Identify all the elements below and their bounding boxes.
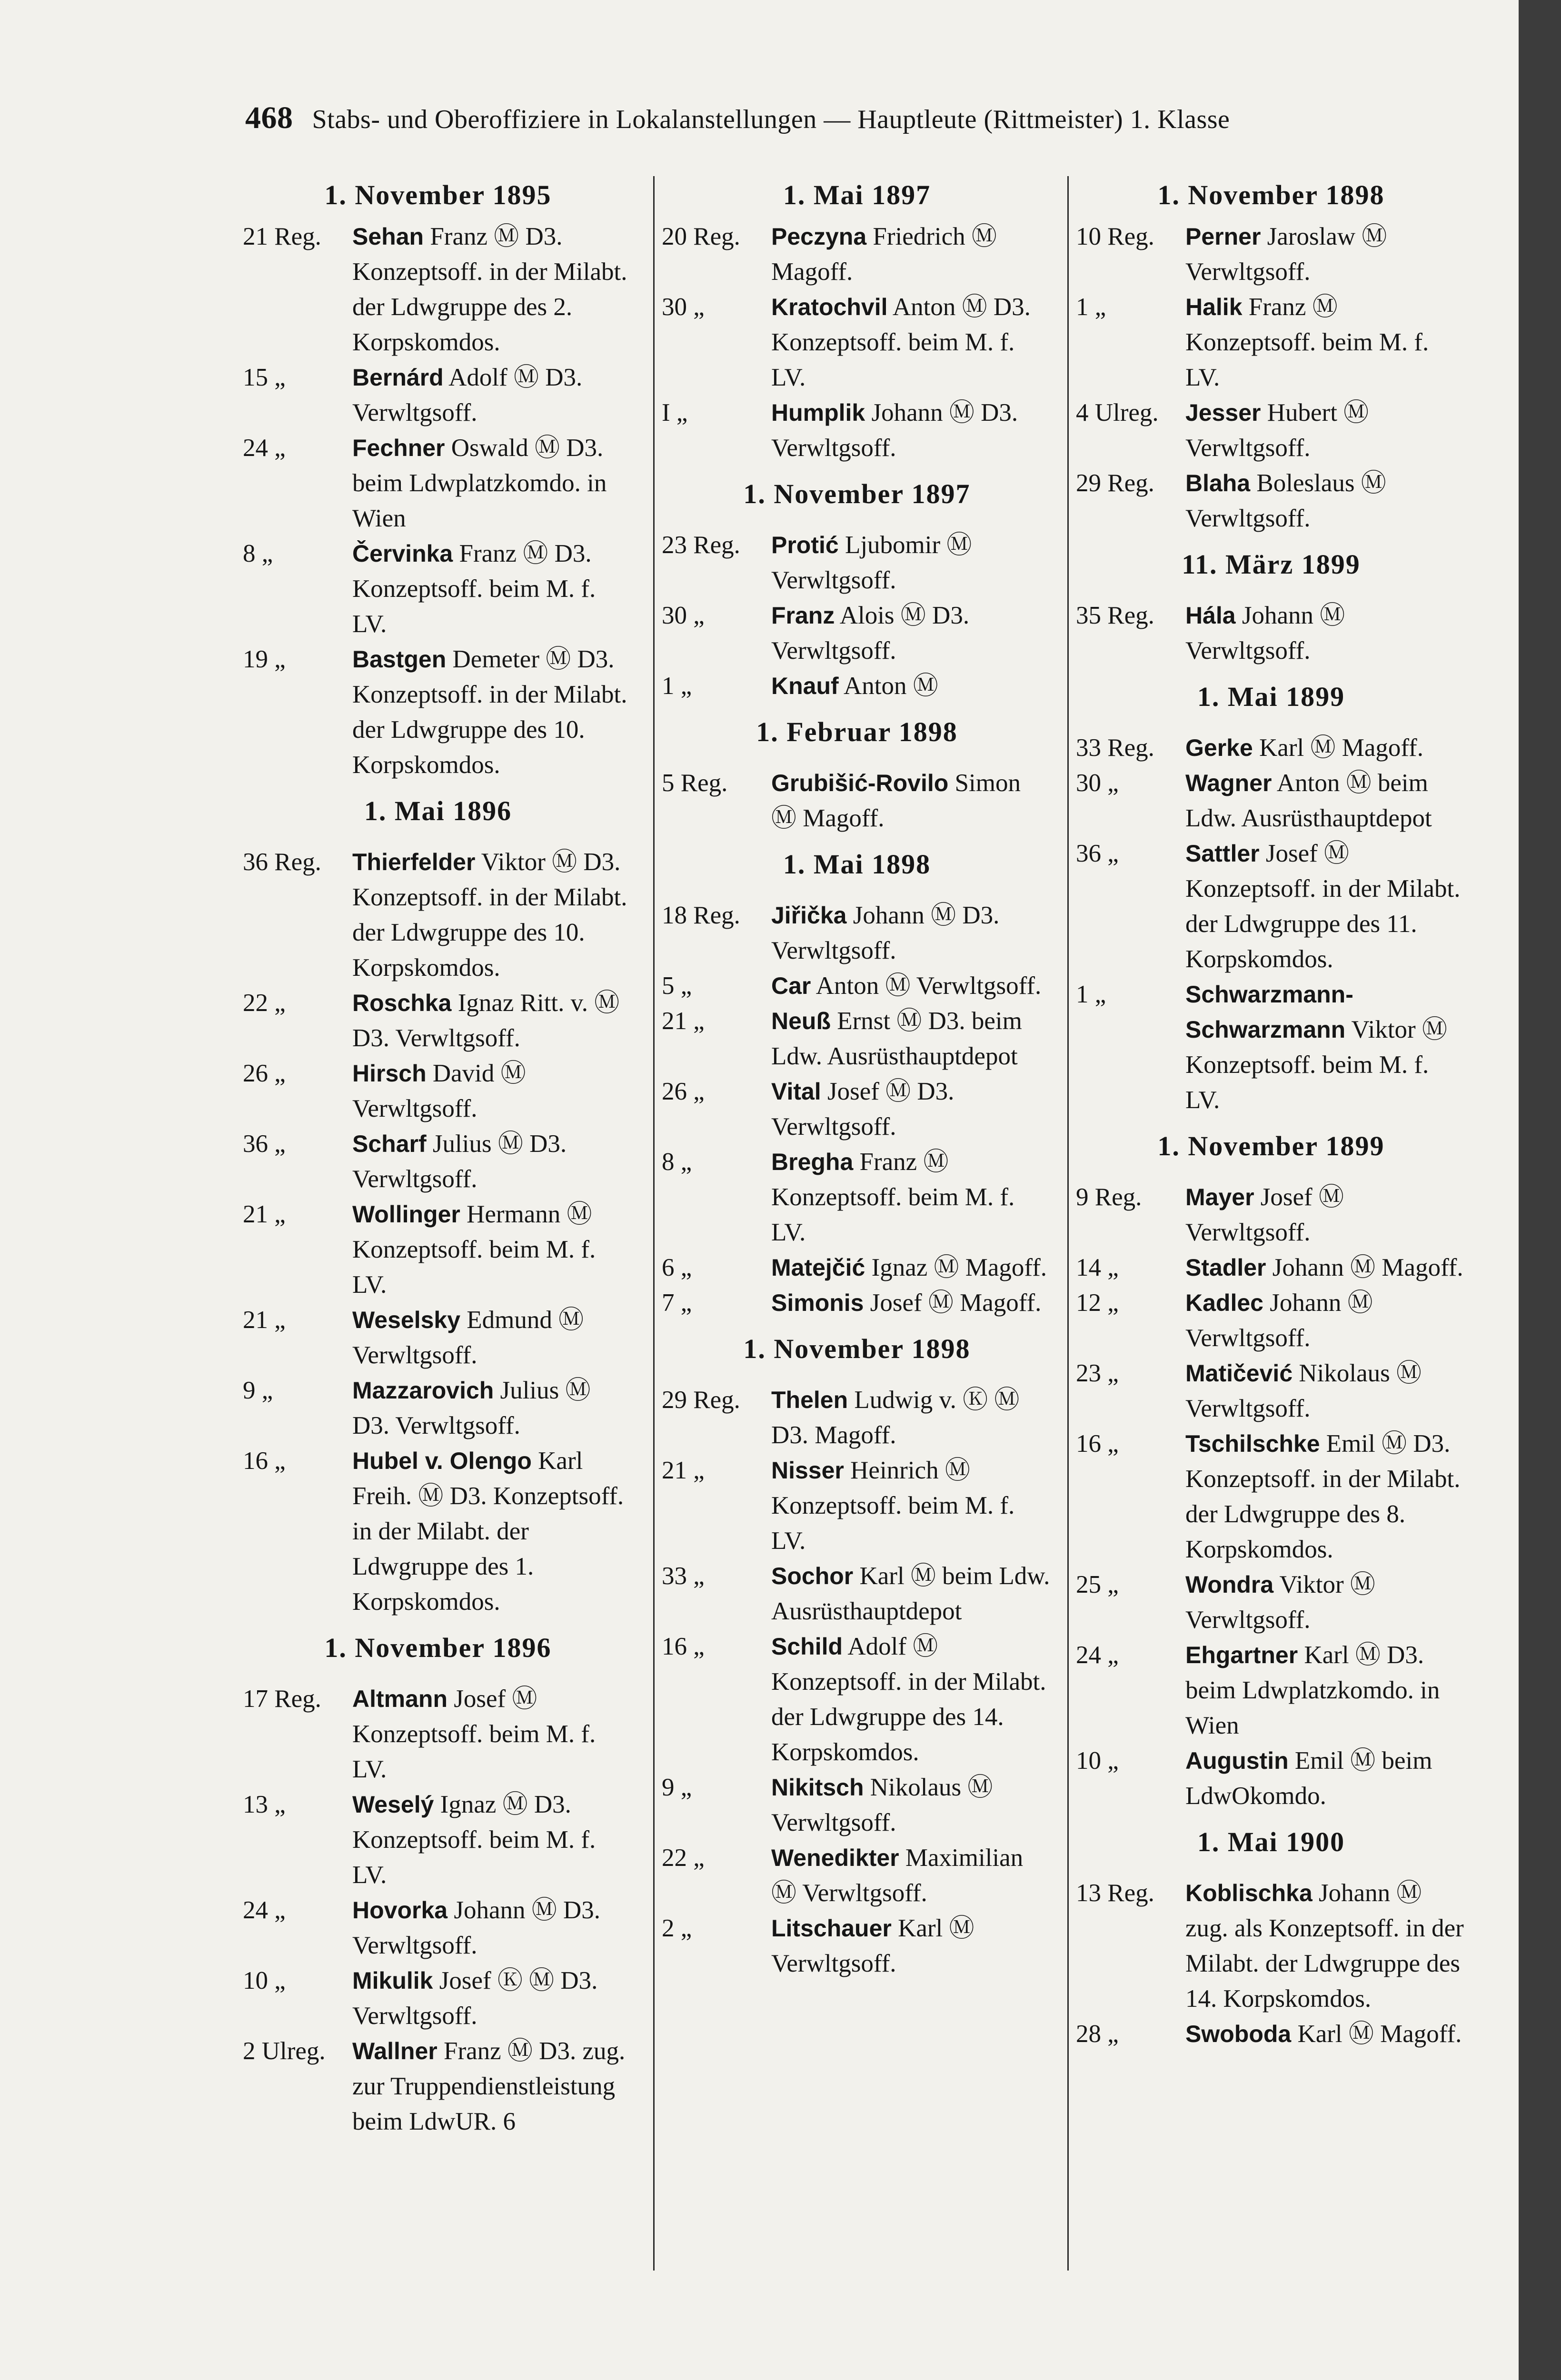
officer-entry <box>243 1787 633 1893</box>
officer-details: Julius Ⓜ D3. Verwltgsoff. <box>352 1377 591 1439</box>
section-date-heading: 1. Mai 1897 <box>783 179 931 210</box>
officer-surname: Wenedikter <box>771 1844 899 1871</box>
date-section <box>1076 1814 1466 2052</box>
officer-entry <box>243 2033 633 2139</box>
unit-rank: 36 „ <box>1076 840 1119 867</box>
section-date-heading: 1. November 1897 <box>743 478 971 509</box>
officer-surname: Wollinger <box>352 1201 460 1228</box>
unit-rank: 29 Reg. <box>1076 469 1154 497</box>
officer-surname: Litschauer <box>771 1915 892 1942</box>
officer-entry <box>243 1373 633 1443</box>
officer-entry <box>1076 1426 1466 1567</box>
unit-rank: 25 „ <box>1076 1571 1119 1598</box>
officer-details: Karl Freih. Ⓜ D3. Konzeptsoff. in der Milabt. der Ldwgruppe des 1. Korpskomdos. <box>352 1447 624 1616</box>
officer-surname: Hirsch <box>352 1060 427 1087</box>
officer-entry <box>1076 219 1466 289</box>
officer-details: Ignaz Ritt. v. Ⓜ D3. Verwltgsoff. <box>352 989 620 1052</box>
officer-details: Simon Ⓜ Magoff. <box>771 769 1021 832</box>
officer-surname: Bregha <box>771 1149 854 1175</box>
unit-rank: 21 „ <box>243 1200 286 1228</box>
officer-details: Franz Ⓜ Konzeptsoff. beim M. f. LV. <box>1185 293 1429 391</box>
officer-details: Ljubomir Ⓜ Verwltgsoff. <box>771 531 972 594</box>
officer-entry <box>243 1197 633 1302</box>
unit-rank: 33 Reg. <box>1076 734 1154 762</box>
page-number: 468 <box>245 100 293 135</box>
officer-details: Ignaz Ⓜ D3. Konzeptsoff. beim M. f. LV. <box>352 1791 596 1889</box>
header-title: Stabs- und Oberoffiziere in Lokalanstellungen — Hauptleute (Rittmeister) 1. Klasse <box>312 105 1230 134</box>
unit-rank: 16 „ <box>1076 1430 1119 1458</box>
officer-details: Josef Ⓚ Ⓜ D3. Verwltgsoff. <box>352 1967 598 2030</box>
section-date-heading: 1. Mai 1900 <box>1197 1826 1345 1857</box>
unit-rank: 36 Reg. <box>243 848 321 876</box>
officer-details: Adolf Ⓜ Konzeptsoff. in der Milabt. der Ldwgruppe des 14. Korpskomdos. <box>771 1633 1046 1766</box>
unit-rank: 19 „ <box>243 645 286 673</box>
officer-entry <box>662 765 1052 836</box>
unit-rank: 13 „ <box>243 1791 286 1818</box>
officer-surname: Humplik <box>771 399 865 426</box>
officer-details: David Ⓜ Verwltgsoff. <box>352 1060 526 1122</box>
officer-details: Franz Ⓜ D3. Konzeptsoff. beim M. f. LV. <box>352 540 596 638</box>
section-date-heading: 1. November 1895 <box>324 179 552 210</box>
officer-entry <box>662 1453 1052 1558</box>
date-section <box>243 1619 633 2139</box>
officer-surname: Roschka <box>352 990 452 1016</box>
unit-rank: 7 „ <box>662 1289 692 1317</box>
section-date-heading: 1. November 1898 <box>743 1333 971 1364</box>
officer-surname: Červinka <box>352 540 453 567</box>
officer-details: Friedrich Ⓜ Magoff. <box>771 223 997 286</box>
officer-surname: Wagner <box>1185 770 1272 796</box>
officer-details: Johann Ⓜ D3. Verwltgsoff. <box>352 1896 601 1959</box>
officer-surname: Scharf <box>352 1130 427 1157</box>
officer-entry <box>662 1003 1052 1074</box>
unit-rank: 1 „ <box>1076 981 1106 1008</box>
officer-surname: Weselsky <box>352 1307 461 1333</box>
officer-entry <box>1076 1356 1466 1426</box>
officer-surname: Matejčić <box>771 1254 865 1281</box>
officer-details: Karl Ⓜ Verwltgsoff. <box>771 1914 974 1977</box>
officer-surname: Fechner <box>352 435 445 461</box>
column-3 <box>1076 176 1466 2052</box>
officer-surname: Knauf <box>771 673 839 699</box>
officer-surname: Tschilschke <box>1185 1430 1320 1457</box>
officer-surname: Nisser <box>771 1457 844 1484</box>
officer-details: Karl Ⓜ D3. beim Ldwplatzkomdo. in Wien <box>1185 1641 1440 1739</box>
unit-rank: 20 Reg. <box>662 223 740 250</box>
officer-entry <box>1076 598 1466 668</box>
date-section <box>243 176 633 783</box>
officer-details: Emil Ⓜ D3. Konzeptsoff. in der Milabt. der Ldwgruppe des 8. Korpskomdos. <box>1185 1430 1461 1563</box>
date-section <box>662 836 1052 1320</box>
officer-surname: Neuß <box>771 1008 831 1034</box>
officer-surname: Matičević <box>1185 1360 1293 1387</box>
officer-surname: Schwarzmann-Schwarzmann <box>1185 981 1353 1043</box>
officer-entry <box>1076 1180 1466 1250</box>
unit-rank: 26 „ <box>243 1060 286 1087</box>
unit-rank: 21 „ <box>662 1007 705 1035</box>
running-header <box>245 100 1230 136</box>
officer-details: Hubert Ⓜ Verwltgsoff. <box>1185 399 1369 462</box>
officer-entry <box>1076 1637 1466 1743</box>
officer-entry <box>1076 395 1466 466</box>
date-section <box>662 704 1052 836</box>
section-date-heading: 11. März 1899 <box>1182 549 1361 580</box>
officer-surname: Kadlec <box>1185 1289 1263 1316</box>
unit-rank: 33 „ <box>662 1562 705 1590</box>
officer-entry <box>1076 977 1466 1118</box>
officer-details: Josef Ⓜ Konzeptsoff. in der Milabt. der Ldwgruppe des 11. Korpskomdos. <box>1185 840 1461 973</box>
officer-details: Josef Ⓜ Magoff. <box>870 1289 1042 1317</box>
section-date-heading: 1. Mai 1899 <box>1197 681 1345 712</box>
officer-entry <box>662 898 1052 968</box>
officer-entry <box>243 1443 633 1619</box>
unit-rank: 21 „ <box>662 1457 705 1484</box>
officer-details: Nikolaus Ⓜ Verwltgsoff. <box>1185 1359 1422 1422</box>
officer-entry <box>1076 2016 1466 2052</box>
officer-details: Ignaz Ⓜ Magoff. <box>871 1254 1047 1281</box>
officer-surname: Mikulik <box>352 1967 433 1994</box>
officer-details: Johann Ⓜ D3. Verwltgsoff. <box>771 902 1000 964</box>
section-date-heading: 1. November 1896 <box>324 1632 552 1663</box>
section-date-heading: 1. Mai 1896 <box>364 795 512 826</box>
officer-details: Viktor Ⓜ D3. Konzeptsoff. in der Milabt. der Ldwgruppe des 10. Korpskomdos. <box>352 848 627 982</box>
unit-rank: 8 „ <box>662 1148 692 1176</box>
officer-details: Oswald Ⓜ D3. beim Ldwplatzkomdo. in Wien <box>352 434 607 532</box>
officer-entry <box>1076 1743 1466 1814</box>
officer-entry <box>662 395 1052 466</box>
officer-details: Anton Ⓜ D3. Konzeptsoff. beim M. f. LV. <box>771 293 1031 391</box>
officer-surname: Jiřička <box>771 902 847 929</box>
unit-rank: 5 „ <box>662 972 692 1000</box>
officer-surname: Nikitsch <box>771 1774 864 1801</box>
officer-surname: Koblischka <box>1185 1880 1312 1906</box>
date-section <box>1076 536 1466 668</box>
officer-details: Boleslaus Ⓜ Verwltgsoff. <box>1185 469 1386 532</box>
officer-details: Maximilian Ⓜ Verwltgsoff. <box>771 1844 1024 1907</box>
officer-details: Josef Ⓜ Verwltgsoff. <box>1185 1183 1344 1246</box>
unit-rank: 24 „ <box>243 1896 286 1924</box>
officer-details: Julius Ⓜ D3. Verwltgsoff. <box>352 1130 567 1193</box>
unit-rank: 22 „ <box>662 1844 705 1872</box>
officer-surname: Schild <box>771 1633 843 1660</box>
date-section <box>243 783 633 1619</box>
officer-surname: Jesser <box>1185 399 1261 426</box>
officer-surname: Thelen <box>771 1387 848 1413</box>
unit-rank: 23 „ <box>1076 1359 1119 1387</box>
unit-rank: 30 „ <box>662 602 705 629</box>
officer-details: Anton Ⓜ Verwltgsoff. <box>815 972 1042 1000</box>
officer-details: Franz Ⓜ D3. Konzeptsoff. in der Milabt. der Ldwgruppe des 2. Korpskomdos. <box>352 223 627 356</box>
officer-entry <box>662 527 1052 598</box>
officer-surname: Peczyna <box>771 223 867 250</box>
officer-entry <box>1076 1875 1466 2016</box>
unit-rank: 16 „ <box>243 1447 286 1475</box>
officer-details: Viktor Ⓜ Verwltgsoff. <box>1185 1571 1375 1634</box>
unit-rank: 35 Reg. <box>1076 602 1154 629</box>
officer-entry <box>243 1126 633 1197</box>
officer-entry <box>243 1056 633 1126</box>
unit-rank: 22 „ <box>243 989 286 1017</box>
officer-details: Josef Ⓜ D3. Verwltgsoff. <box>771 1078 954 1140</box>
officer-entry <box>662 1911 1052 1981</box>
section-date-heading: 1. November 1899 <box>1157 1130 1385 1161</box>
officer-surname: Hála <box>1185 602 1236 629</box>
officer-entry <box>243 1302 633 1373</box>
unit-rank: I „ <box>662 399 688 426</box>
officer-surname: Augustin <box>1185 1747 1289 1774</box>
officer-surname: Sehan <box>352 223 424 250</box>
unit-rank: 36 „ <box>243 1130 286 1158</box>
date-section <box>1076 1118 1466 1814</box>
officer-surname: Protić <box>771 532 839 558</box>
officer-entry <box>243 844 633 985</box>
officer-surname: Wondra <box>1185 1571 1274 1598</box>
officer-surname: Ehgartner <box>1185 1642 1298 1668</box>
officer-details: Alois Ⓜ D3. Verwltgsoff. <box>771 602 970 664</box>
unit-rank: 1 „ <box>662 672 692 700</box>
officer-surname: Halik <box>1185 294 1243 320</box>
unit-rank: 26 „ <box>662 1078 705 1105</box>
officer-details: Heinrich Ⓜ Konzeptsoff. beim M. f. LV. <box>771 1457 1015 1555</box>
officer-details: Anton Ⓜ <box>843 672 938 700</box>
officer-surname: Mazzarovich <box>352 1377 494 1404</box>
unit-rank: 9 „ <box>662 1774 692 1801</box>
officer-surname: Hovorka <box>352 1897 448 1924</box>
column-2 <box>662 176 1052 1981</box>
date-section <box>1076 176 1466 536</box>
officer-entry <box>662 1250 1052 1285</box>
officer-entry <box>243 1893 633 1963</box>
officer-entry <box>243 642 633 783</box>
officer-details: Edmund Ⓜ Verwltgsoff. <box>352 1306 584 1369</box>
officer-entry <box>1076 1250 1466 1285</box>
officer-entry <box>662 668 1052 704</box>
officer-surname: Simonis <box>771 1289 864 1316</box>
officer-entry <box>243 536 633 642</box>
officer-details: Ludwig v. Ⓚ Ⓜ D3. Magoff. <box>771 1386 1020 1449</box>
unit-rank: 28 „ <box>1076 2020 1119 2048</box>
officer-entry <box>662 1840 1052 1911</box>
officer-entry <box>243 360 633 430</box>
officer-surname: Hubel v. Olengo <box>352 1448 532 1474</box>
date-section <box>1076 668 1466 1118</box>
officer-surname: Car <box>771 972 811 999</box>
column-rule <box>1067 176 1069 2271</box>
officer-surname: Bastgen <box>352 646 447 673</box>
officer-surname: Sattler <box>1185 840 1260 867</box>
unit-rank: 30 „ <box>662 293 705 321</box>
officer-surname: Gerke <box>1185 734 1253 761</box>
officer-details: Anton Ⓜ beim Ldw. Ausrüsthauptdepot <box>1185 769 1432 832</box>
officer-entry <box>662 968 1052 1003</box>
officer-details: Adolf Ⓜ D3. Verwltgsoff. <box>352 364 583 426</box>
officer-details: Josef Ⓜ Konzeptsoff. beim M. f. LV. <box>352 1685 596 1783</box>
officer-surname: Grubišić-Rovilo <box>771 770 949 796</box>
date-section <box>662 176 1052 466</box>
officer-surname: Altmann <box>352 1686 447 1712</box>
officer-entry <box>662 219 1052 289</box>
section-date-heading: 1. Februar 1898 <box>756 716 958 747</box>
unit-rank: 5 Reg. <box>662 769 728 797</box>
officer-entry <box>662 1558 1052 1629</box>
officer-entry <box>243 1681 633 1787</box>
officer-details: Johann Ⓜ Verwltgsoff. <box>1185 602 1345 664</box>
officer-surname: Wallner <box>352 2038 437 2064</box>
unit-rank: 24 „ <box>1076 1641 1119 1669</box>
unit-rank: 29 Reg. <box>662 1386 740 1414</box>
date-section <box>662 466 1052 704</box>
officer-entry <box>662 1144 1052 1250</box>
officer-details: Johann Ⓜ zug. als Konzeptsoff. in der Milabt. der Ldwgruppe des 14. Korpskomdos. <box>1185 1879 1464 2013</box>
unit-rank: 16 „ <box>662 1633 705 1660</box>
unit-rank: 4 Ulreg. <box>1076 399 1159 426</box>
officer-details: Jaroslaw Ⓜ Verwltgsoff. <box>1185 223 1387 286</box>
unit-rank: 18 Reg. <box>662 902 740 929</box>
unit-rank: 17 Reg. <box>243 1685 321 1713</box>
officer-details: Karl Ⓜ beim Ldw. Ausrüsthauptdepot <box>771 1562 1050 1625</box>
officer-details: Karl Ⓜ Magoff. <box>1297 2020 1462 2048</box>
unit-rank: 10 „ <box>1076 1747 1119 1775</box>
officer-entry <box>1076 1285 1466 1356</box>
officer-entry <box>1076 730 1466 765</box>
officer-surname: Kratochvil <box>771 294 888 320</box>
officer-surname: Stadler <box>1185 1254 1266 1281</box>
officer-details: Johann Ⓜ D3. Verwltgsoff. <box>771 399 1018 462</box>
officer-entry <box>662 1629 1052 1770</box>
officer-surname: Franz <box>771 602 835 629</box>
officer-entry <box>1076 836 1466 977</box>
officer-entry <box>662 598 1052 668</box>
officer-details: Karl Ⓜ Magoff. <box>1259 734 1423 762</box>
unit-rank: 9 Reg. <box>1076 1183 1142 1211</box>
unit-rank: 21 Reg. <box>243 223 321 250</box>
officer-surname: Mayer <box>1185 1184 1254 1210</box>
officer-details: Demeter Ⓜ D3. Konzeptsoff. in der Milabt. der Ldwgruppe des 10. Korpskomdos. <box>352 645 627 779</box>
section-date-heading: 1. November 1898 <box>1157 179 1385 210</box>
officer-surname: Sochor <box>771 1563 854 1589</box>
officer-details: Franz Ⓜ Konzeptsoff. beim M. f. LV. <box>771 1148 1015 1246</box>
unit-rank: 14 „ <box>1076 1254 1119 1281</box>
officer-surname: Swoboda <box>1185 2021 1292 2047</box>
officer-entry <box>662 1285 1052 1320</box>
officer-entry <box>662 1770 1052 1840</box>
unit-rank: 6 „ <box>662 1254 692 1281</box>
officer-entry <box>662 1074 1052 1144</box>
officer-entry <box>243 985 633 1056</box>
officer-details: Emil Ⓜ beim LdwOkomdo. <box>1185 1747 1432 1810</box>
officer-details: Hermann Ⓜ Konzeptsoff. beim M. f. LV. <box>352 1200 596 1299</box>
officer-entry <box>1076 1567 1466 1637</box>
officer-entry <box>1076 765 1466 836</box>
unit-rank: 2 Ulreg. <box>243 2037 326 2065</box>
officer-entry <box>662 1382 1052 1453</box>
officer-entry <box>662 289 1052 395</box>
column-1 <box>243 176 633 2139</box>
unit-rank: 2 „ <box>662 1914 692 1942</box>
officer-entry <box>243 430 633 536</box>
officer-surname: Weselý <box>352 1791 434 1818</box>
section-date-heading: 1. Mai 1898 <box>783 849 931 880</box>
unit-rank: 21 „ <box>243 1306 286 1334</box>
officer-details: Ernst Ⓜ D3. beim Ldw. Ausrüsthauptdepot <box>771 1007 1022 1070</box>
officer-surname: Vital <box>771 1078 821 1105</box>
unit-rank: 23 Reg. <box>662 531 740 559</box>
officer-surname: Blaha <box>1185 470 1251 496</box>
unit-rank: 13 Reg. <box>1076 1879 1154 1907</box>
officer-surname: Perner <box>1185 223 1261 250</box>
officer-entry <box>243 219 633 360</box>
unit-rank: 10 Reg. <box>1076 223 1154 250</box>
officer-entry <box>1076 466 1466 536</box>
scan-edge <box>1519 0 1561 2380</box>
unit-rank: 24 „ <box>243 434 286 462</box>
unit-rank: 15 „ <box>243 364 286 391</box>
officer-details: Franz Ⓜ D3. zug. zur Truppendienstleistung beim LdwUR. 6 <box>352 2037 626 2135</box>
unit-rank: 10 „ <box>243 1967 286 1994</box>
officer-details: Nikolaus Ⓜ Verwltgsoff. <box>771 1774 993 1836</box>
officer-surname: Bernárd <box>352 364 444 391</box>
officer-entry <box>1076 289 1466 395</box>
column-rule <box>653 176 655 2271</box>
unit-rank: 1 „ <box>1076 293 1106 321</box>
date-section <box>662 1320 1052 1981</box>
unit-rank: 9 „ <box>243 1377 273 1404</box>
officer-details: Johann Ⓜ Verwltgsoff. <box>1185 1289 1373 1352</box>
unit-rank: 12 „ <box>1076 1289 1119 1317</box>
officer-surname: Thierfelder <box>352 849 476 875</box>
unit-rank: 8 „ <box>243 540 273 567</box>
officer-entry <box>243 1963 633 2033</box>
unit-rank: 30 „ <box>1076 769 1119 797</box>
officer-details: Johann Ⓜ Magoff. <box>1272 1254 1463 1281</box>
officer-details: Viktor Ⓜ Konzeptsoff. beim M. f. LV. <box>1185 1016 1447 1114</box>
